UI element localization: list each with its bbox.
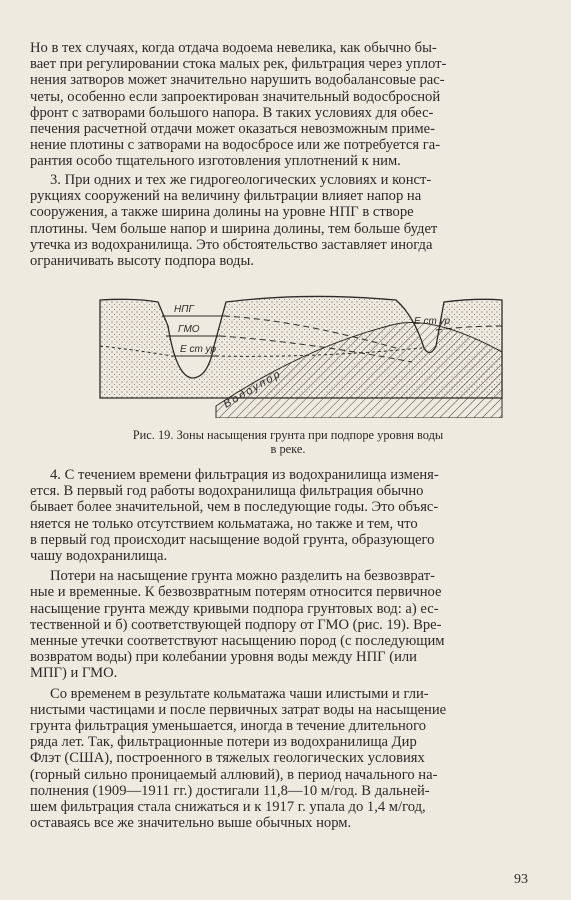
paragraph-intro [30, 40, 528, 170]
text-line: (горный сильно проницаемый аллювий), в период начального на- [30, 766, 438, 783]
text-line: вает при регулировании стока малых рек, фильтрация через уплот- [30, 56, 447, 73]
text-line: ряда лет. Так, фильтрационные потери из водохранилища Дир [30, 734, 417, 751]
label-estur-right: Е ст ур [414, 316, 451, 327]
text-line: чашу водохранилища. [30, 548, 168, 565]
paragraph-5 [30, 568, 528, 681]
text-line: шем фильтрация стала снижаться и к 1917 г. упала до 1,4 м/год, [30, 799, 426, 816]
text-line: ется. В первый год работы водохранилища фильтрация обычно [30, 483, 424, 500]
text-line: менные утечки соответствуют насыщению пород (с последующим [30, 633, 445, 650]
paragraph-6 [30, 686, 528, 832]
lower-text [30, 467, 528, 831]
text-line: грунта фильтрация уменьшается, иногда в течение длительного [30, 718, 427, 735]
text-line: рантия особо тщательного изготовления уплотнений к ним. [30, 153, 401, 170]
label-gmo: ГМО [178, 324, 200, 335]
text-line: тественной и б) соответствующей подпору от ГМО (рис. 19). Вре- [30, 616, 442, 633]
paragraph-3 [30, 172, 528, 269]
text-line: утечка из водохранилища. Это обстоятельство заставляет иногда [30, 236, 433, 253]
caption-line: Рис. 19. Зоны насыщения грунта при подпоре уровня воды [132, 428, 444, 442]
text-line: бывает более значительной, чем в последующие годы. Это объяс- [30, 499, 439, 516]
text-line: полнения (1909—1911 гг.) достигали 11,8—10 м/год. В дальней- [30, 782, 430, 799]
text-line: плотины. Чем больше напор и ширина долины, тем больше будет [30, 220, 438, 237]
text-line: насыщение грунта между кривыми подпора грунтовых вод: а) ес- [30, 600, 439, 617]
text-line: нение плотины с затворами на водосбросе или же потребуется га- [30, 137, 441, 154]
text-line: в первый год происходит насыщение водой грунта, образующего [30, 531, 435, 548]
text-line: Флэт (США), построенного в тяжелых геологических условиях [30, 750, 425, 767]
text-line: ные и временные. К безвозвратным потерям относится первичное [30, 584, 442, 601]
text-line: Со временем в результате кольматажа чаши илистыми и гли- [50, 685, 429, 702]
text-line: оставаясь все же значительно выше обычных норм. [30, 815, 352, 832]
text-line: Но в тех случаях, когда отдача водоема невелика, как обычно бы- [30, 40, 437, 56]
label-estur-left: Е ст ур [180, 344, 217, 355]
text-line: нистыми частицами и после первичных затрат воды на насыщение [30, 701, 447, 718]
text-line: 3. При одних и тех же гидрогеологических условиях и конст- [50, 172, 432, 188]
text-line: 4. С течением времени фильтрация из водохранилища изменя- [50, 467, 439, 483]
text-line: фронт с затворами большого напора. В таких условиях для обес- [30, 104, 434, 121]
text-line: сооружения, а также ширина долины на уровне НПГ в створе [30, 204, 414, 221]
text-line: печения расчетной отдачи может оказаться невозможным приме- [30, 121, 435, 138]
page-number: 93 [514, 872, 528, 887]
text-line: МПГ) и ГМО. [30, 665, 118, 682]
caption-line: в реке. [270, 442, 306, 456]
text-line: четы, особенно если запроектирован значительный водосбросной [30, 88, 441, 105]
text-line: ограничивать высоту подпора воды. [30, 253, 254, 270]
text-line: рукциях сооружений на величину фильтрации влияет напор на [30, 188, 422, 205]
label-npg: НПГ [174, 304, 194, 315]
text-line: Потери на насыщение грунта можно разделить на безвозврат- [50, 568, 436, 585]
figure-caption [88, 428, 488, 456]
text-line: няется не только отсутствием кольматажа, но также и тем, что [30, 515, 418, 532]
text-line: нения затворов может значительно нарушить водобалансовые рас- [30, 72, 445, 89]
label-vodoupor: Водоупор [221, 367, 284, 411]
text-line: возвратом воды) при колебании уровня воды между НПГ (или [30, 649, 417, 666]
figure-19-diagram [96, 286, 506, 418]
paragraph-4 [30, 467, 528, 564]
